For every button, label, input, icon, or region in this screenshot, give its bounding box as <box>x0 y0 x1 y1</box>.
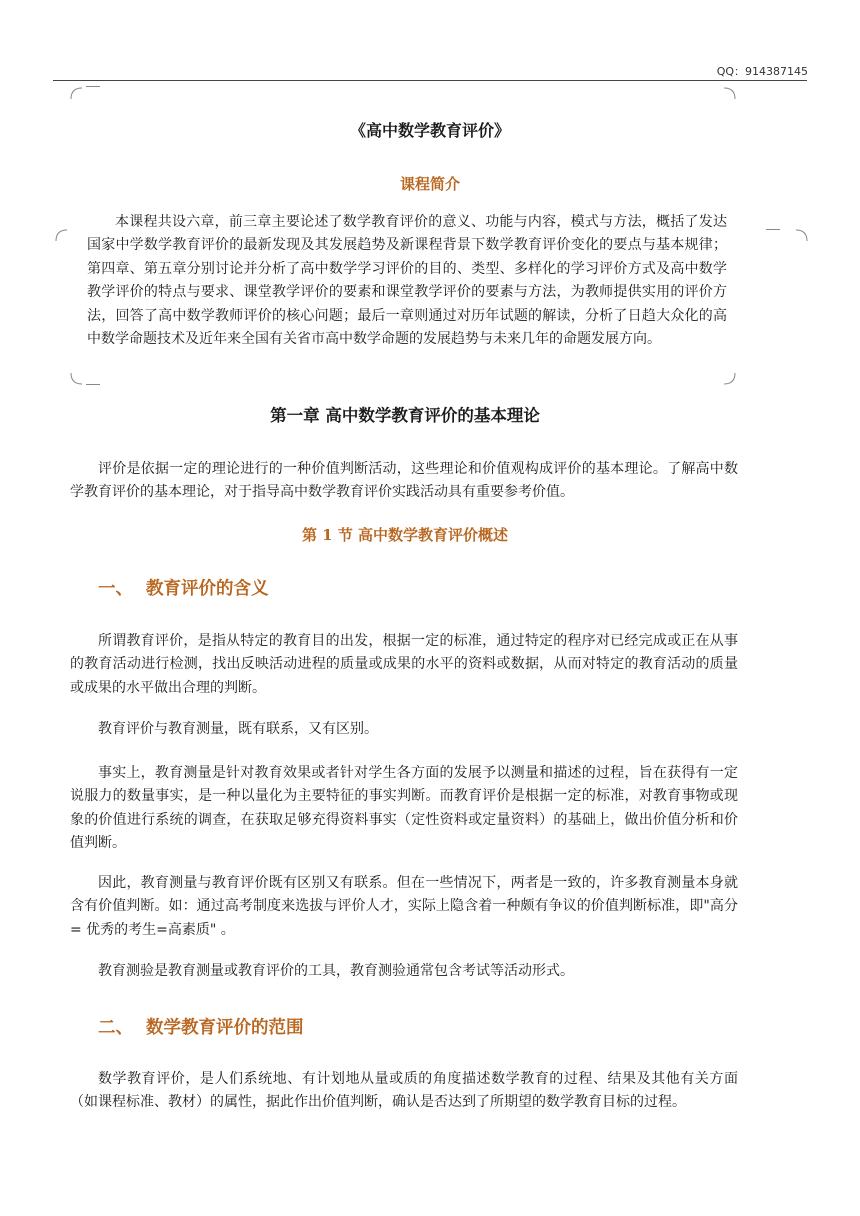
box-dash-bottom-left <box>86 384 100 385</box>
paragraph-1: 所谓教育评价，是指从特定的教育目的出发，根据一定的标准，通过特定的程序对已经完成或正在从事的教育活动进行检测，找出反映活动进程的质量或成果的水平的资料或数据，从而对特定的教育活动的质量或成果的水平做出合理的判断。 <box>70 633 738 696</box>
chapter-title: 第一章 高中数学教育评价的基本理论 <box>270 406 540 425</box>
box-corner-bottom-right <box>720 372 738 386</box>
subheading-1 <box>98 575 269 600</box>
box-corner-top-right <box>720 86 738 100</box>
paragraph-4: 因此，教育测量与教育评价既有区别又有联系。但在一些情况下，两者是一致的，许多教育测量本身就含有价值判断。如：通过高考制度来选拔与评价人才，实际上隐含着一种颇有争议的价值判断标准，即"高分= 优秀的考生=高素质" 。 <box>70 875 738 938</box>
header-divider <box>53 80 807 81</box>
box-dash-mid-right <box>766 229 780 230</box>
subheading-2-number: 二、 <box>98 1018 133 1038</box>
box-corner-mid-left <box>55 228 73 242</box>
subheading-1-number: 一、 <box>98 579 133 599</box>
section-title: 第 1 节 高中数学教育评价概述 <box>301 526 509 544</box>
paragraph-2: 教育评价与教育测量，既有联系，又有区别。 <box>98 721 378 737</box>
header-qq: QQ：914387145 <box>716 65 808 78</box>
subheading-2-title: 数学教育评价的范围 <box>146 1018 304 1038</box>
document-title: 《高中数学教育评价》 <box>349 121 510 140</box>
box-corner-top-left <box>70 86 88 100</box>
paragraph-6: 数学教育评价，是人们系统地、有计划地从量或质的角度描述数学教育的过程、结果及其他有关方面（如课程标准、教材）的属性，据此作出价值判断，确认是否达到了所期望的数学教育目标的过程。 <box>70 1071 738 1111</box>
box-corner-mid-right <box>792 228 810 242</box>
box-dash-top-left <box>86 86 100 87</box>
intro-paragraph: 本课程共设六章，前三章主要论述了数学教育评价的意义、功能与内容，模式与方法，概括了发达国家中学数学教育评价的最新发现及其发展趋势及新课程背景下数学教育评价变化的要点与基本规律；第四章、第五章分别讨论并分析了高中数学学习评价的目的、类型、多样化的学习评价方式及高中数学教学评价的特点与要求、课堂教学评价的要素和课堂教学评价的要素与方法，为教师提供实用的评价方法，回答了高中数学教师评价的核心问题；最后一章则通过对历年试题的解读，分析了日趋大众化的高中数学命题技术及近年来全国有关省市高中数学命题的发展趋势与未来几年的命题发展方向。 <box>87 214 727 348</box>
paragraph-3: 事实上，教育测量是针对教育效果或者针对学生各方面的发展予以测量和描述的过程，旨在获得有一定说服力的数量事实，是一种以量化为主要特征的事实判断。而教育评价是根据一定的标准，对教育事物或现象的价值进行系统的调查，在获取足够充得资料事实（定性资料或定量资料）的基础上，做出价值分析和价值判断。 <box>70 765 738 852</box>
chapter-paragraph: 评价是依据一定的理论进行的一种价值判断活动，这些理论和价值观构成评价的基本理论。了解高中数学教育评价的基本理论，对于指导高中数学教育评价实践活动具有重要参考价值。 <box>70 461 738 501</box>
subheading-1-title: 教育评价的含义 <box>146 579 269 599</box>
subheading-2 <box>98 1014 304 1039</box>
intro-heading: 课程简介 <box>399 175 460 193</box>
paragraph-5: 教育测验是教育测量或教育评价的工具，教育测验通常包含考试等活动形式。 <box>98 963 574 979</box>
